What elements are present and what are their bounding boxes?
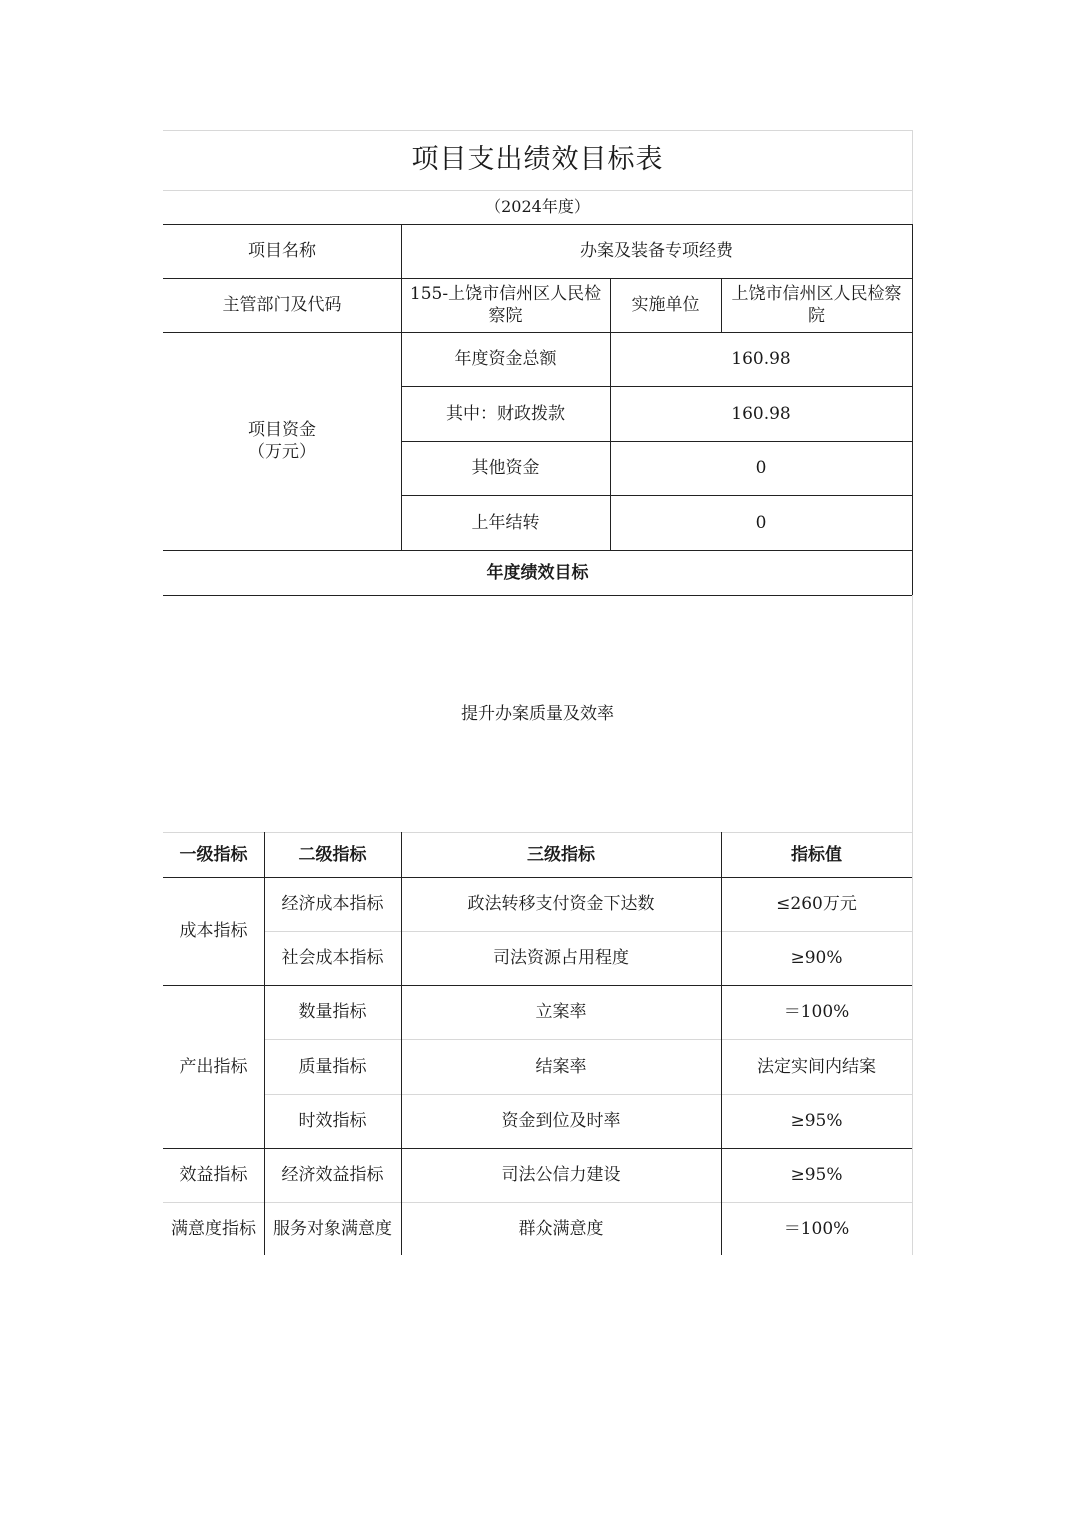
indicator-l3: 立案率 [535,1002,587,1022]
header-level3: 三级指标 [527,844,595,865]
annual-goal-text: 提升办案质量及效率 [461,703,614,724]
page-title: 项目支出绩效目标表 [411,144,664,175]
table-border [401,441,912,442]
fund-value-carryover: 0 [755,512,767,533]
indicator-l3: 资金到位及时率 [501,1111,621,1131]
fund-label-carryover: 上年结转 [471,512,540,533]
table-border [721,278,722,332]
impl-label: 实施单位 [631,295,700,315]
indicator-value: ＝100% [783,1218,850,1239]
gridline [163,130,912,131]
gridline [264,931,912,932]
table-border [163,877,912,878]
fund-value-other: 0 [755,458,767,478]
fund-value-total: 160.98 [731,349,791,369]
gridline [264,1039,912,1040]
gridline [912,595,913,832]
gridline [912,130,913,224]
funds-label: 项目资金 [248,420,316,440]
indicator-l2: 社会成本指标 [281,948,384,968]
gridline [912,832,913,1255]
indicator-l2: 经济成本指标 [281,894,384,914]
table-border [163,332,912,333]
table-border [163,224,912,225]
project-name-label: 项目名称 [248,241,316,261]
table-border [610,278,611,550]
indicator-l2: 服务对象满意度 [273,1218,392,1239]
indicator-l2: 数量指标 [298,1002,367,1022]
gridline [264,1094,912,1095]
table-border [721,832,722,1255]
table-border [401,495,912,496]
indicator-value: ＝100% [783,1002,850,1022]
gridline [163,1202,912,1203]
header-level1: 一级指标 [179,844,248,865]
gridline [163,190,912,191]
indicator-value: 法定实间内结案 [757,1056,876,1077]
indicator-group-cost: 成本指标 [179,921,248,941]
fund-label-fiscal: 其中：财政拨款 [446,403,565,424]
indicator-value: ≥95% [790,1165,843,1185]
indicator-l2: 时效指标 [298,1111,367,1131]
project-name-value: 办案及装备专项经费 [580,241,733,261]
fund-label-total: 年度资金总额 [454,349,557,369]
annual-goal-header: 年度绩效目标 [486,562,589,583]
dept-label: 主管部门及代码 [222,295,342,315]
indicator-l2: 质量指标 [298,1056,367,1077]
performance-target-table [163,130,912,1255]
indicator-l3: 群众满意度 [518,1218,604,1239]
funds-unit: （万元） [248,442,316,462]
table-border [163,595,912,596]
table-border [401,386,912,387]
impl-value: 上饶市信州区人民检察院 [731,284,902,326]
indicator-l3: 政法转移支付资金下达数 [467,894,655,914]
table-border [401,224,402,550]
indicator-value: ≥90% [790,948,843,968]
indicator-l3: 司法公信力建设 [501,1165,621,1185]
table-border [401,832,402,1255]
table-border [163,550,912,551]
table-border [912,224,913,595]
table-border [163,985,912,986]
fund-label-other: 其他资金 [471,458,540,478]
indicator-l3: 结案率 [535,1056,587,1077]
gridline [163,832,912,833]
header-level2: 二级指标 [298,844,367,865]
indicator-l2: 经济效益指标 [281,1165,384,1185]
header-value: 指标值 [791,844,842,865]
indicator-value: ≤260万元 [776,894,857,914]
indicator-group-output: 产出指标 [179,1056,248,1077]
dept-value: 155-上饶市信州区人民检察院 [409,284,602,326]
year-label: （2024年度） [485,197,590,216]
indicator-group-benefit: 效益指标 [179,1165,248,1185]
indicator-value: ≥95% [790,1111,843,1131]
funds-label-cell [163,332,401,550]
table-border [163,1148,912,1149]
table-border [163,278,912,279]
indicator-group-satisfaction: 满意度指标 [171,1218,256,1239]
table-border [264,832,265,1255]
indicator-l3: 司法资源占用程度 [493,948,629,968]
fund-value-fiscal: 160.98 [731,403,791,424]
